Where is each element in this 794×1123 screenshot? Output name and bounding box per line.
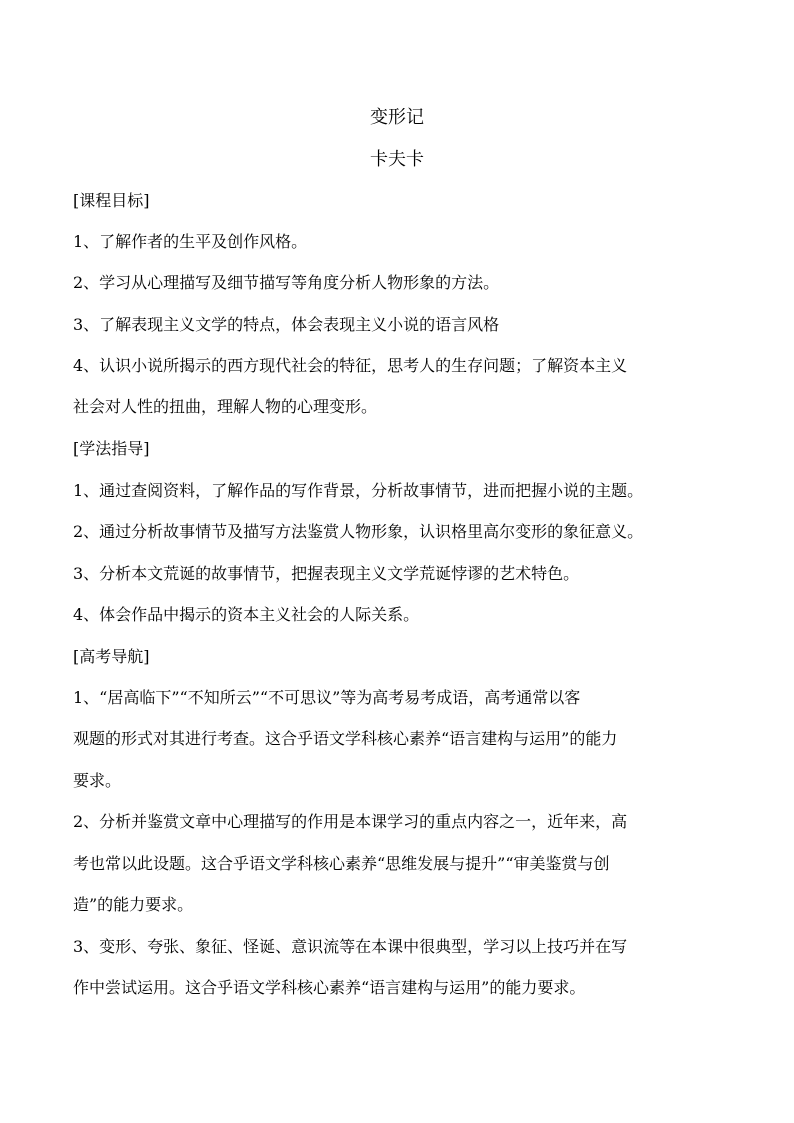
list-item: 4、体会作品中揭示的资本主义社会的人际关系。 bbox=[73, 605, 420, 624]
list-item: 4、认识小说所揭示的西方现代社会的特征，思考人的生存问题；了解资本主义 bbox=[73, 356, 628, 375]
list-item: 1、通过查阅资料，了解作品的写作背景，分析故事情节，进而把握小说的主题。 bbox=[73, 481, 644, 500]
section-heading-exam-navigation: [高考导航] bbox=[73, 647, 150, 666]
section-heading-course-goals: [课程目标] bbox=[73, 191, 150, 210]
document-title: 变形记 bbox=[370, 107, 424, 128]
list-item-continuation: 考也常以此设题。这合乎语文学科核心素养“思维发展与提升”“审美鉴赏与创 bbox=[73, 854, 610, 873]
document-author: 卡夫卡 bbox=[370, 149, 424, 170]
list-item-continuation: 造”的能力要求。 bbox=[73, 895, 194, 914]
section-heading-study-guide: [学法指导] bbox=[73, 439, 150, 458]
list-item: 1、了解作者的生平及创作风格。 bbox=[73, 232, 308, 251]
list-item-continuation: 观题的形式对其进行考查。这合乎语文学科核心素养“语言建构与运用”的能力 bbox=[73, 729, 618, 748]
list-item-continuation: 社会对人性的扭曲，理解人物的心理变形。 bbox=[73, 397, 378, 416]
list-item: 3、分析本文荒诞的故事情节，把握表现主义文学荒诞悖谬的艺术特色。 bbox=[73, 564, 580, 583]
list-item: 3、了解表现主义文学的特点，体会表现主义小说的语言风格 bbox=[73, 315, 500, 334]
list-item-continuation: 作中尝试运用。这合乎语文学科核心素养“语言建构与运用”的能力要求。 bbox=[73, 978, 586, 997]
list-item-continuation: 要求。 bbox=[73, 771, 122, 790]
list-item: 2、分析并鉴赏文章中心理描写的作用是本课学习的重点内容之一，近年来，高 bbox=[73, 812, 628, 831]
list-item: 3、变形、夸张、象征、怪诞、意识流等在本课中很典型，学习以上技巧并在写 bbox=[73, 937, 628, 956]
list-item: 1、“居高临下”“不知所云”“不可思议”等为高考易考成语，高考通常以客 bbox=[73, 688, 581, 707]
list-item: 2、学习从心理描写及细节描写等角度分析人物形象的方法。 bbox=[73, 273, 500, 292]
list-item: 2、通过分析故事情节及描写方法鉴赏人物形象，认识格里高尔变形的象征意义。 bbox=[73, 522, 644, 541]
